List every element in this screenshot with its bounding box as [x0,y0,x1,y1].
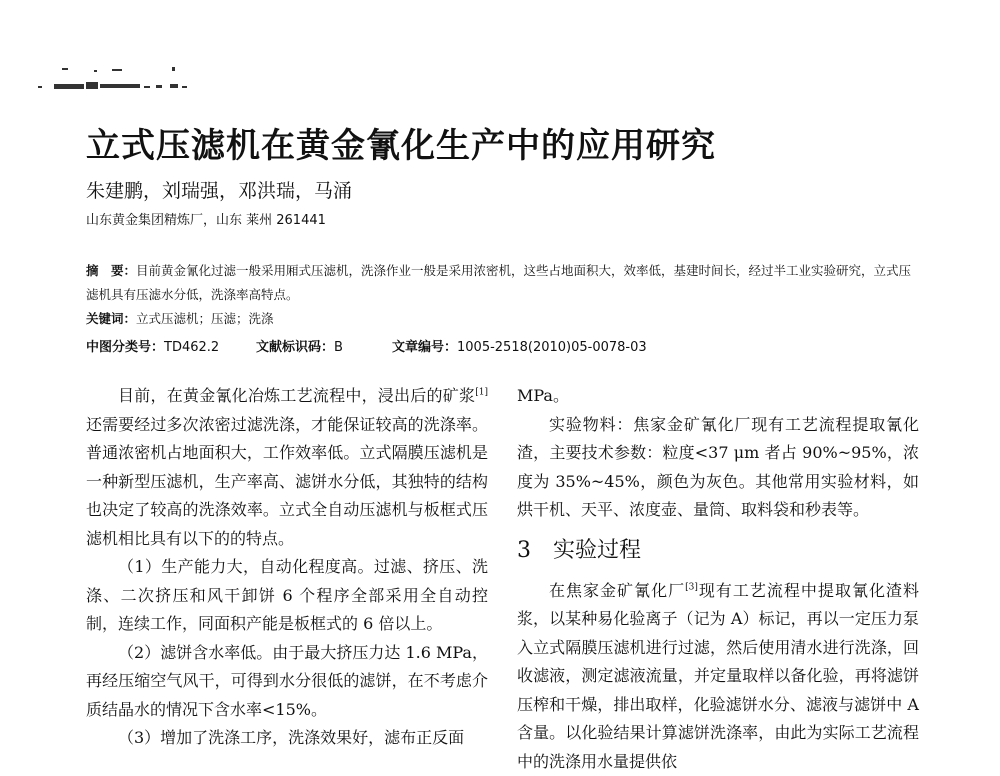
keywords-label: 关键词： [86,311,136,326]
clc-code: 中图分类号：TD462.2 [86,340,219,355]
scan-artifact [32,62,192,102]
right-column [517,382,919,776]
left-column [86,382,488,753]
document-code: 文献标识码：B [256,336,343,355]
continued-text: MPa。 [517,382,919,411]
section-heading: 3 实验过程 [517,537,919,565]
citation-ref: [3] [685,582,698,592]
paper-title: 立式压滤机在黄金氰化生产中的应用研究 [86,118,716,167]
author-list: 朱建鹏，刘瑞强，邓洪瑞，马涌 [86,176,352,203]
intro-paragraph: 目前，在黄金氰化冶炼工艺流程中，浸出后的矿浆[1]还需要经过多次浓密过滤洗涤，才能保证较高的洗涤率。普通浓密机占地面积大，工作效率低。立式隔膜压滤机是一种新型压滤机，生产率高、滤饼水分低，其独特的结构也决定了较高的洗涤效率。立式全自动压滤机与板框式压滤机相比具有以下的的特点。 [86,382,488,553]
point-3: （3）增加了洗涤工序，洗涤效果好，滤布正反面 [86,724,488,753]
materials-paragraph: 实验物料：焦家金矿氰化厂现有工艺流程提取氰化渣，主要技术参数：粒度<37 μm 者占 90%~95%，浓度为 35%~45%，颜色为灰色。其他常用实验材料，如烘干机、天平、浓度壶、量筒、取料袋和秒表等。 [517,411,919,525]
keywords [86,309,274,327]
abstract-label: 摘 要： [86,263,136,278]
point-2: （2）滤饼含水率低。由于最大挤压力达 1.6 MPa，再经压缩空气风干，可得到水分很低的滤饼，在不考虑介质结晶水的情况下含水率<15%。 [86,639,488,725]
abstract [86,259,916,307]
point-1: （1）生产能力大，自动化程度高。过滤、挤压、洗涤、二次挤压和风干卸饼 6 个程序全部采用全自动控制，连续工作，同面积产能是板框式的 6 倍以上。 [86,553,488,639]
classification-line [86,336,219,355]
article-number: 文章编号：1005-2518(2010)05-0078-03 [392,336,647,355]
keywords-text: 立式压滤机；压滤；洗涤 [136,311,274,326]
citation-ref: [1] [475,388,488,398]
abstract-text: 目前黄金氰化过滤一般采用厢式压滤机，洗涤作业一般是采用浓密机，这些占地面积大，效率低，基建时间长，经过半工业实验研究，立式压滤机具有压滤水分低，洗涤率高特点。 [86,263,911,302]
process-paragraph: 在焦家金矿氰化厂[3]现有工艺流程中提取氰化渣料浆，以某种易化验离子（记为 A）标记，再以一定压力泵入立式隔膜压滤机进行过滤，然后使用清水进行洗涤，回收滤液，测定滤液流量，并定量取样以备化验，再将滤饼压榨和干燥，排出取样，化验滤饼水分、滤液与滤饼中 A 含量。以化验结果计算滤饼洗涤率，由此为实际工艺流程中的洗涤用水量提供依 [517,577,919,776]
affiliation: 山东黄金集团精炼厂，山东 莱州 261441 [86,209,326,228]
